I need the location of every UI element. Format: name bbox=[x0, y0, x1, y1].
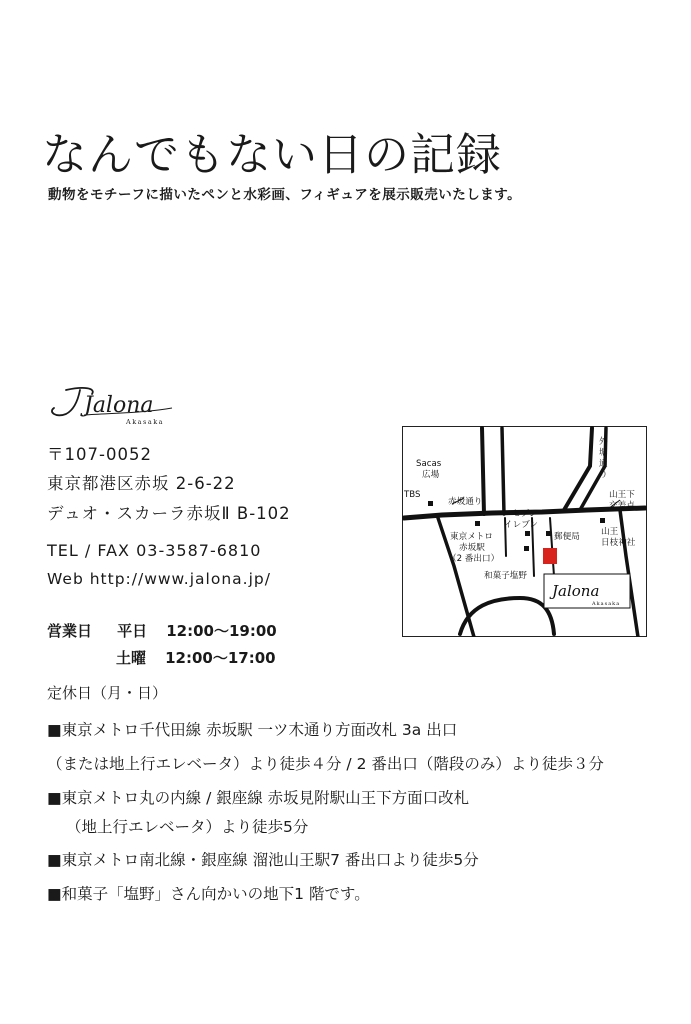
weekday-time: 12:00〜19:00 bbox=[166, 622, 277, 640]
map-label-sotobori: 通 bbox=[599, 459, 608, 469]
telephone: TEL / FAX 03-3587-6810 bbox=[47, 541, 262, 560]
map-label-seven: セブン bbox=[512, 509, 538, 519]
logo-sub: Akasaka bbox=[126, 418, 165, 426]
logo-name: Jalona bbox=[84, 393, 154, 418]
weekday-label: 平日 bbox=[117, 622, 148, 640]
map-label-hie-shrine: 日枝神社 bbox=[601, 538, 636, 548]
map-label-sotobori: 堀 bbox=[599, 448, 608, 458]
page-title: なんでもない日の記録 bbox=[42, 128, 503, 181]
map-label-eleven: イレブン bbox=[504, 520, 539, 530]
map-label-station: 赤坂駅 bbox=[459, 543, 485, 553]
map-label-akasaka-dori: 赤坂通り bbox=[448, 497, 483, 507]
building-name: デュオ・スカーラ赤坂Ⅱ B-102 bbox=[47, 504, 291, 523]
access-line: ■東京メトロ千代田線 赤坂駅 一ツ木通り方面改札 3a 出口 bbox=[47, 721, 458, 739]
access-line: （地上行エレベータ）より徒歩5分 bbox=[66, 818, 309, 836]
jalona-logo bbox=[44, 384, 179, 428]
map-label-sotobori: り bbox=[599, 470, 608, 480]
website-url: Web http://www.jalona.jp/ bbox=[47, 570, 271, 588]
map-label-metro: 東京メトロ bbox=[450, 532, 493, 542]
access-line: （または地上行エレベータ）より徒歩４分 / 2 番出口（階段のみ）より徒歩３分 bbox=[47, 755, 604, 773]
map-label-sacas: Sacas bbox=[416, 459, 442, 469]
map-label-shiono: 和菓子塩野 bbox=[484, 571, 527, 581]
access-line: ■東京メトロ南北線・銀座線 溜池山王駅7 番出口より徒歩5分 bbox=[47, 851, 479, 869]
map-logo-box bbox=[544, 574, 630, 608]
street-address: 東京都港区赤坂 2-6-22 bbox=[47, 474, 236, 493]
map-logo-name: Jalona bbox=[552, 582, 600, 600]
access-map bbox=[402, 426, 647, 637]
store-location-marker bbox=[543, 548, 557, 564]
saturday-label: 土曜 bbox=[116, 649, 147, 667]
access-line: ■東京メトロ丸の内線 / 銀座線 赤坂見附駅山王下方面口改札 bbox=[47, 789, 470, 807]
postal-code: 〒107-0052 bbox=[47, 445, 152, 464]
access-line: ■和菓子「塩野」さん向かいの地下1 階です。 bbox=[47, 885, 370, 903]
map-logo-sub: Akasaka bbox=[592, 601, 621, 607]
map-label-crossing: 交差点 bbox=[609, 501, 635, 511]
saturday-time: 12:00〜17:00 bbox=[165, 649, 276, 667]
hours-weekday-row bbox=[47, 620, 277, 641]
map-label-tbs: TBS bbox=[404, 490, 421, 500]
page-subtitle: 動物をモチーフに描いたペンと水彩画、フィギュアを展示販売いたします。 bbox=[48, 187, 522, 203]
map-label-sotobori: 外 bbox=[599, 437, 608, 447]
map-label-sanno-shrine: 山王 bbox=[601, 527, 619, 537]
hours-saturday-row bbox=[116, 647, 276, 668]
map-label-hiroba: 広場 bbox=[422, 470, 440, 480]
hours-label: 営業日 bbox=[47, 622, 93, 640]
map-label-post-office: 郵便局 bbox=[554, 532, 580, 542]
map-label-sanno: 山王下 bbox=[609, 490, 635, 500]
closed-days: 定休日（月・日） bbox=[47, 684, 168, 702]
map-label-exit: （2 番出口） bbox=[448, 554, 500, 564]
